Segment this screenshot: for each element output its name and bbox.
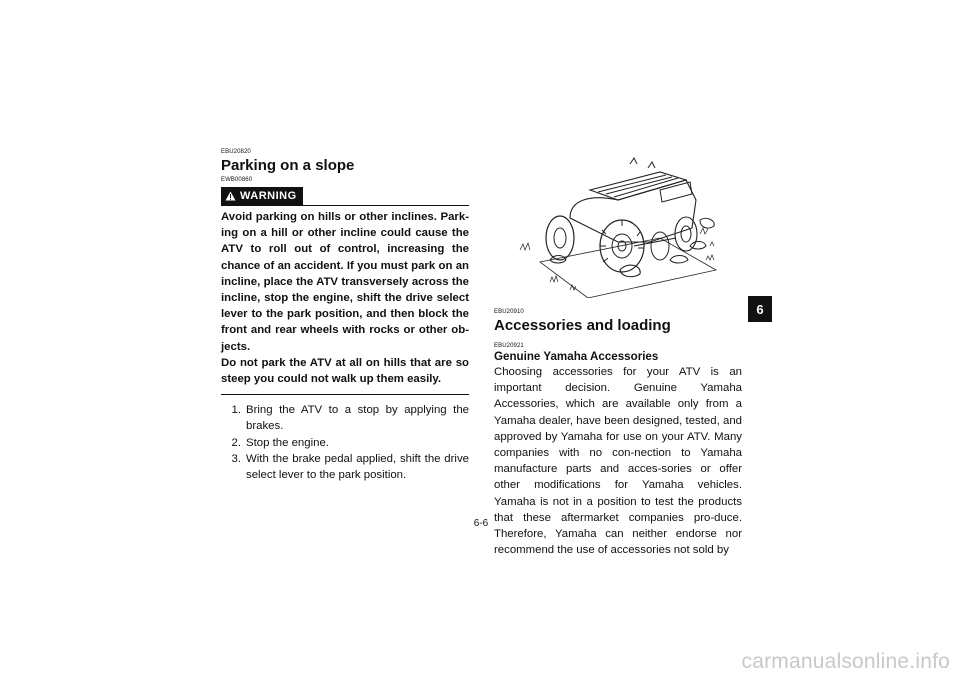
step-number: 2.: [231, 436, 241, 449]
warning-top-rule: [221, 205, 469, 206]
warning-paragraph-1: Avoid parking on hills or other inclines. Park-ing on a hill or other incline could cause the ATV to roll out of control, increasing the chance of an accident. If you must park on an incline, place the ATV transversely across the incline, stop the engine, shift the drive select lever to the park position, and then block the front and rear wheels with rocks or other ob-jects.: [221, 211, 469, 353]
left-column: [221, 148, 469, 483]
steps-list: [221, 402, 469, 483]
list-item: [221, 435, 469, 451]
section-code: EBU20910: [494, 309, 524, 315]
section-title: Parking on a slope: [221, 157, 355, 174]
right-column: [494, 308, 742, 558]
step-number: 3.: [231, 452, 241, 465]
step-text: Stop the engine.: [246, 436, 329, 449]
warning-badge: [221, 187, 303, 205]
step-text: Bring the ATV to a stop by applying the brakes.: [246, 404, 469, 433]
watermark: carmanualsonline.info: [741, 650, 950, 673]
subsection-code: EBU20921: [494, 343, 524, 349]
warning-label: WARNING: [240, 190, 297, 202]
atv-parking-illustration: [510, 150, 732, 298]
warning-paragraph-2: Do not park the ATV at all on hills that are so steep you could not walk up them easily.: [221, 356, 469, 386]
page-number: 6-6: [473, 518, 489, 529]
body-paragraph: Choosing accessories for your ATV is an important decision. Genuine Yamaha Accessories, which are available only from a Yamaha dealer, have been designed, tested, and approved by Yamaha for use on your ATV. Many companies with no con-nection to Yamaha manufacture parts and acces-sories or offer other modifications for Yamaha vehicles. Yamaha is not in a position to test the products that these aftermarket companies pro-duce. Therefore, Yamaha can neither endorse nor recommend the use of accessories not sold by: [494, 366, 742, 557]
warning-bottom-rule: [221, 394, 469, 395]
step-number: 1.: [231, 404, 241, 417]
warning-triangle-icon: [225, 191, 236, 201]
chapter-tab: 6: [748, 296, 772, 322]
warning-code: EWB00860: [221, 177, 253, 183]
list-item: [221, 402, 469, 434]
subsection-title: Genuine Yamaha Accessories: [494, 350, 659, 363]
step-text: With the brake pedal applied, shift the drive select lever to the park position.: [246, 452, 469, 482]
section-title: Accessories and loading: [494, 317, 671, 334]
list-item: [221, 451, 469, 483]
section-code: EBU20820: [221, 149, 251, 155]
